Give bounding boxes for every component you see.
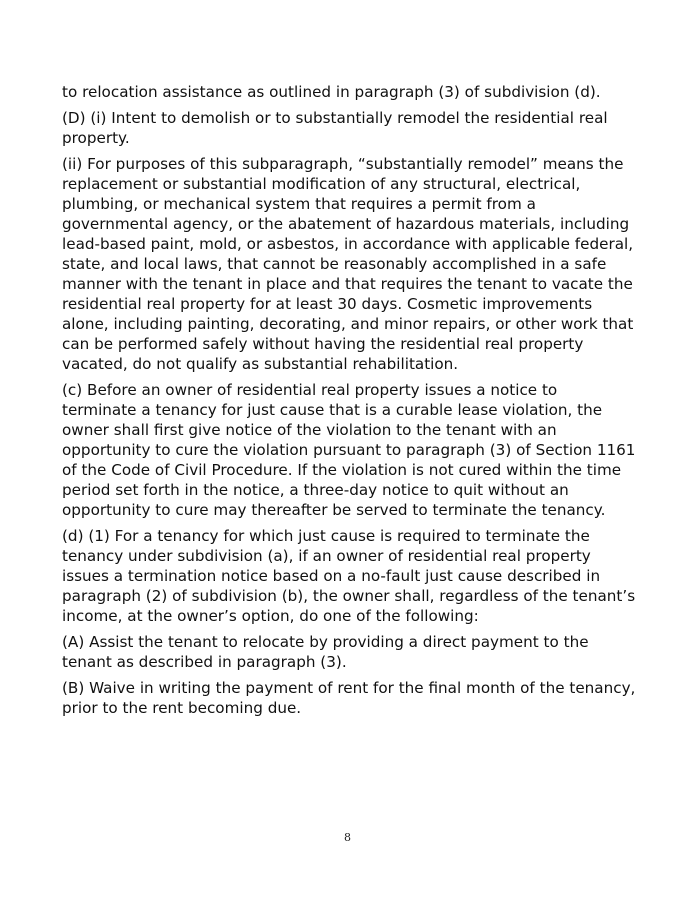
paragraph-no-fault-just-cause: (d) (1) For a tenancy for which just cause is required to terminate the tenancy under subdivision (a), if an owner of residential real property issues a termination notice based on a no-fault just cause described in paragraph (2) of subdivision (b), the owner shall, regardless of the tenant’s income, at the owner’s option, do one of the following: xyxy=(62,527,636,625)
document-body xyxy=(62,82,636,724)
paragraph-waive-final-rent: (B) Waive in writing the payment of rent for the final month of the tenancy, prior to the rent becoming due. xyxy=(62,679,636,717)
paragraph-assist-relocation: (A) Assist the tenant to relocate by providing a direct payment to the tenant as described in paragraph (3). xyxy=(62,633,589,671)
paragraph-intent-to-demolish: (D) (i) Intent to demolish or to substantially remodel the residential real property. xyxy=(62,109,608,147)
page-number: 8 xyxy=(344,831,351,844)
paragraph-curable-lease-violation: (c) Before an owner of residential real property issues a notice to terminate a tenancy for just cause that is a curable lease violation, the owner shall first give notice of the violation to the tenant with an opportunity to cure the violation pursuant to paragraph (3) of Section 1161 of the Code of Civil Procedure. If the violation is not cured within the time period set forth in the notice, a three-day notice to quit without an opportunity to cure may thereafter be served to terminate the tenancy. xyxy=(62,381,636,519)
paragraph-substantially-remodel-definition: (ii) For purposes of this subparagraph, “substantially remodel” means the replacement or substantial modification of any structural, electrical, plumbing, or mechanical system that requires a permit from a governmental agency, or the abatement of hazardous materials, including lead-based paint, mold, or asbestos, in accordance with applicable federal, state, and local laws, that cannot be reasonably accomplished in a safe manner with the tenant in place and that requires the tenant to vacate the residential real property for at least 30 days. Cosmetic improvements alone, including painting, decorating, and minor repairs, or other work that can be performed safely without having the residential real property vacated, do not qualify as substantial rehabilitation. xyxy=(62,155,634,373)
paragraph-relocation-assistance: to relocation assistance as outlined in paragraph (3) of subdivision (d). xyxy=(62,83,601,101)
